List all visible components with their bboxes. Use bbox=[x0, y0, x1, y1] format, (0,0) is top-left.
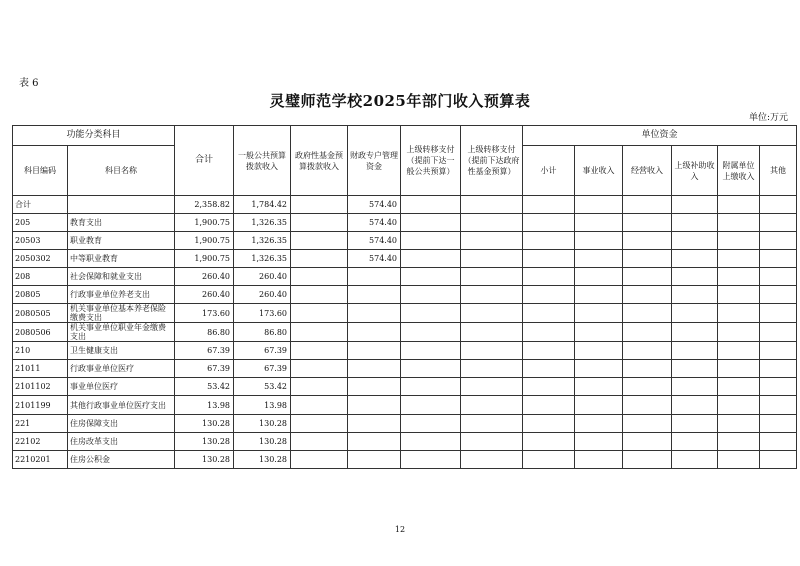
row-name: 教育支出 bbox=[68, 214, 175, 232]
row-business bbox=[575, 214, 623, 232]
table-row bbox=[13, 415, 797, 433]
row-upper-gov-fund bbox=[461, 415, 523, 433]
row-business bbox=[575, 342, 623, 360]
row-special-account bbox=[348, 451, 401, 469]
row-name: 机关事业单位职业年金缴费支出 bbox=[68, 323, 175, 342]
row-upper-general bbox=[401, 396, 461, 415]
row-special-account bbox=[348, 268, 401, 286]
row-total: 130.28 bbox=[175, 415, 234, 433]
row-general-budget: 1,326.35 bbox=[234, 250, 291, 268]
func-class-header: 功能分类科目 bbox=[13, 126, 175, 146]
row-upper-general bbox=[401, 451, 461, 469]
row-code: 21011 bbox=[13, 360, 68, 378]
row-code: 合计 bbox=[13, 196, 68, 214]
row-operating bbox=[623, 451, 672, 469]
code-header: 科目编码 bbox=[13, 146, 68, 196]
row-total: 1,900.75 bbox=[175, 232, 234, 250]
row-upper-subsidy bbox=[672, 323, 718, 342]
row-upper-general bbox=[401, 232, 461, 250]
row-affiliated bbox=[718, 378, 760, 396]
row-upper-subsidy bbox=[672, 451, 718, 469]
row-code: 2210201 bbox=[13, 451, 68, 469]
row-upper-gov-fund bbox=[461, 451, 523, 469]
row-gov-fund bbox=[291, 196, 348, 214]
row-upper-gov-fund bbox=[461, 396, 523, 415]
row-other bbox=[760, 415, 797, 433]
row-general-budget: 1,326.35 bbox=[234, 214, 291, 232]
row-subtotal bbox=[523, 250, 575, 268]
table-row bbox=[13, 451, 797, 469]
table-row bbox=[13, 214, 797, 232]
row-upper-general bbox=[401, 268, 461, 286]
row-special-account bbox=[348, 323, 401, 342]
row-name: 事业单位医疗 bbox=[68, 378, 175, 396]
row-name: 机关事业单位基本养老保险缴费支出 bbox=[68, 304, 175, 323]
row-operating bbox=[623, 250, 672, 268]
row-business bbox=[575, 451, 623, 469]
row-upper-general bbox=[401, 250, 461, 268]
row-other bbox=[760, 342, 797, 360]
row-business bbox=[575, 433, 623, 451]
row-general-budget: 1,784.42 bbox=[234, 196, 291, 214]
row-other bbox=[760, 250, 797, 268]
row-general-budget: 13.98 bbox=[234, 396, 291, 415]
row-gov-fund bbox=[291, 378, 348, 396]
row-general-budget: 260.40 bbox=[234, 268, 291, 286]
row-operating bbox=[623, 342, 672, 360]
upper-general-header: 上级转移支付（提前下达一般公共预算） bbox=[401, 126, 461, 196]
business-header: 事业收入 bbox=[575, 146, 623, 196]
row-special-account bbox=[348, 286, 401, 304]
row-name: 职业教育 bbox=[68, 232, 175, 250]
row-upper-gov-fund bbox=[461, 360, 523, 378]
row-operating bbox=[623, 286, 672, 304]
row-upper-gov-fund bbox=[461, 342, 523, 360]
row-general-budget: 130.28 bbox=[234, 415, 291, 433]
row-affiliated bbox=[718, 214, 760, 232]
row-special-account: 574.40 bbox=[348, 232, 401, 250]
row-business bbox=[575, 378, 623, 396]
revenue-budget-table bbox=[12, 125, 797, 469]
row-subtotal bbox=[523, 196, 575, 214]
row-upper-general bbox=[401, 360, 461, 378]
row-affiliated bbox=[718, 323, 760, 342]
row-name: 其他行政事业单位医疗支出 bbox=[68, 396, 175, 415]
upper-gov-fund-header: 上级转移支付（提前下达政府性基金预算） bbox=[461, 126, 523, 196]
row-affiliated bbox=[718, 360, 760, 378]
row-affiliated bbox=[718, 415, 760, 433]
total-header: 合计 bbox=[175, 126, 234, 196]
row-upper-gov-fund bbox=[461, 378, 523, 396]
row-name: 行政事业单位医疗 bbox=[68, 360, 175, 378]
row-upper-subsidy bbox=[672, 342, 718, 360]
row-upper-subsidy bbox=[672, 304, 718, 323]
row-upper-gov-fund bbox=[461, 304, 523, 323]
row-affiliated bbox=[718, 396, 760, 415]
row-special-account: 574.40 bbox=[348, 214, 401, 232]
row-operating bbox=[623, 396, 672, 415]
row-operating bbox=[623, 304, 672, 323]
row-upper-general bbox=[401, 286, 461, 304]
row-other bbox=[760, 433, 797, 451]
row-total: 1,900.75 bbox=[175, 214, 234, 232]
row-upper-subsidy bbox=[672, 250, 718, 268]
row-code: 205 bbox=[13, 214, 68, 232]
row-operating bbox=[623, 415, 672, 433]
name-header: 科目名称 bbox=[68, 146, 175, 196]
row-name: 住房保障支出 bbox=[68, 415, 175, 433]
row-operating bbox=[623, 214, 672, 232]
page-title: 灵璧师范学校2025年部门收入预算表 bbox=[269, 92, 531, 110]
row-gov-fund bbox=[291, 304, 348, 323]
row-general-budget: 53.42 bbox=[234, 378, 291, 396]
row-code: 2101199 bbox=[13, 396, 68, 415]
row-upper-gov-fund bbox=[461, 323, 523, 342]
row-code: 2050302 bbox=[13, 250, 68, 268]
row-total: 67.39 bbox=[175, 342, 234, 360]
row-business bbox=[575, 360, 623, 378]
table-row bbox=[13, 396, 797, 415]
row-code: 221 bbox=[13, 415, 68, 433]
row-general-budget: 173.60 bbox=[234, 304, 291, 323]
row-affiliated bbox=[718, 304, 760, 323]
row-upper-subsidy bbox=[672, 396, 718, 415]
row-total: 130.28 bbox=[175, 433, 234, 451]
row-operating bbox=[623, 433, 672, 451]
row-code: 20503 bbox=[13, 232, 68, 250]
row-affiliated bbox=[718, 286, 760, 304]
row-other bbox=[760, 286, 797, 304]
row-subtotal bbox=[523, 268, 575, 286]
row-upper-general bbox=[401, 196, 461, 214]
row-affiliated bbox=[718, 342, 760, 360]
row-operating bbox=[623, 196, 672, 214]
row-other bbox=[760, 378, 797, 396]
row-upper-general bbox=[401, 342, 461, 360]
row-total: 260.40 bbox=[175, 286, 234, 304]
table-row bbox=[13, 378, 797, 396]
row-general-budget: 260.40 bbox=[234, 286, 291, 304]
table-row bbox=[13, 250, 797, 268]
row-total: 67.39 bbox=[175, 360, 234, 378]
row-other bbox=[760, 196, 797, 214]
table-label: 表 6 bbox=[19, 78, 39, 89]
row-affiliated bbox=[718, 250, 760, 268]
row-code: 210 bbox=[13, 342, 68, 360]
row-gov-fund bbox=[291, 232, 348, 250]
row-name: 住房公积金 bbox=[68, 451, 175, 469]
row-gov-fund bbox=[291, 323, 348, 342]
row-gov-fund bbox=[291, 214, 348, 232]
row-upper-gov-fund bbox=[461, 250, 523, 268]
row-special-account: 574.40 bbox=[348, 250, 401, 268]
row-operating bbox=[623, 323, 672, 342]
row-upper-subsidy bbox=[672, 378, 718, 396]
row-special-account bbox=[348, 342, 401, 360]
row-upper-subsidy bbox=[672, 360, 718, 378]
unit-funds-header: 单位资金 bbox=[523, 126, 797, 146]
row-upper-gov-fund bbox=[461, 268, 523, 286]
row-general-budget: 67.39 bbox=[234, 342, 291, 360]
row-gov-fund bbox=[291, 268, 348, 286]
row-upper-gov-fund bbox=[461, 433, 523, 451]
row-general-budget: 130.28 bbox=[234, 433, 291, 451]
row-special-account bbox=[348, 415, 401, 433]
row-affiliated bbox=[718, 196, 760, 214]
row-upper-gov-fund bbox=[461, 196, 523, 214]
row-other bbox=[760, 214, 797, 232]
page-number: 12 bbox=[394, 525, 406, 534]
row-general-budget: 1,326.35 bbox=[234, 232, 291, 250]
row-operating bbox=[623, 268, 672, 286]
row-subtotal bbox=[523, 396, 575, 415]
row-gov-fund bbox=[291, 250, 348, 268]
row-business bbox=[575, 323, 623, 342]
row-gov-fund bbox=[291, 396, 348, 415]
row-subtotal bbox=[523, 342, 575, 360]
row-other bbox=[760, 360, 797, 378]
row-upper-gov-fund bbox=[461, 232, 523, 250]
row-upper-general bbox=[401, 415, 461, 433]
table-row bbox=[13, 268, 797, 286]
row-upper-general bbox=[401, 323, 461, 342]
row-code: 20805 bbox=[13, 286, 68, 304]
row-other bbox=[760, 304, 797, 323]
subtotal-header: 小计 bbox=[523, 146, 575, 196]
row-total: 173.60 bbox=[175, 304, 234, 323]
row-upper-subsidy bbox=[672, 232, 718, 250]
row-subtotal bbox=[523, 286, 575, 304]
row-operating bbox=[623, 360, 672, 378]
row-upper-subsidy bbox=[672, 286, 718, 304]
row-upper-general bbox=[401, 433, 461, 451]
row-subtotal bbox=[523, 323, 575, 342]
row-gov-fund bbox=[291, 433, 348, 451]
row-gov-fund bbox=[291, 342, 348, 360]
row-total: 86.80 bbox=[175, 323, 234, 342]
row-subtotal bbox=[523, 378, 575, 396]
row-other bbox=[760, 232, 797, 250]
row-gov-fund bbox=[291, 360, 348, 378]
row-business bbox=[575, 415, 623, 433]
row-subtotal bbox=[523, 415, 575, 433]
row-business bbox=[575, 304, 623, 323]
affiliated-header: 附属单位上缴收入 bbox=[718, 146, 760, 196]
table-row bbox=[13, 232, 797, 250]
row-special-account bbox=[348, 360, 401, 378]
row-code: 2080505 bbox=[13, 304, 68, 323]
row-name: 住房改革支出 bbox=[68, 433, 175, 451]
row-business bbox=[575, 286, 623, 304]
table-row bbox=[13, 304, 797, 323]
row-general-budget: 86.80 bbox=[234, 323, 291, 342]
row-general-budget: 130.28 bbox=[234, 451, 291, 469]
row-name: 行政事业单位养老支出 bbox=[68, 286, 175, 304]
row-code: 22102 bbox=[13, 433, 68, 451]
row-name: 中等职业教育 bbox=[68, 250, 175, 268]
row-subtotal bbox=[523, 304, 575, 323]
row-gov-fund bbox=[291, 415, 348, 433]
row-special-account bbox=[348, 433, 401, 451]
row-operating bbox=[623, 232, 672, 250]
table-row bbox=[13, 433, 797, 451]
row-business bbox=[575, 232, 623, 250]
row-special-account bbox=[348, 304, 401, 323]
row-affiliated bbox=[718, 268, 760, 286]
table-row bbox=[13, 323, 797, 342]
row-gov-fund bbox=[291, 451, 348, 469]
row-affiliated bbox=[718, 451, 760, 469]
row-total: 53.42 bbox=[175, 378, 234, 396]
row-total: 2,358.82 bbox=[175, 196, 234, 214]
row-total: 260.40 bbox=[175, 268, 234, 286]
table-row bbox=[13, 342, 797, 360]
row-subtotal bbox=[523, 232, 575, 250]
row-special-account bbox=[348, 396, 401, 415]
unit-label: 单位:万元 bbox=[748, 113, 788, 123]
row-other bbox=[760, 396, 797, 415]
row-other bbox=[760, 323, 797, 342]
row-upper-subsidy bbox=[672, 433, 718, 451]
row-subtotal bbox=[523, 451, 575, 469]
row-code: 208 bbox=[13, 268, 68, 286]
gov-fund-header: 政府性基金预算拨款收入 bbox=[291, 126, 348, 196]
row-special-account bbox=[348, 378, 401, 396]
row-upper-gov-fund bbox=[461, 286, 523, 304]
row-upper-subsidy bbox=[672, 415, 718, 433]
row-business bbox=[575, 396, 623, 415]
table-row bbox=[13, 360, 797, 378]
other-header: 其他 bbox=[760, 146, 797, 196]
row-code: 2101102 bbox=[13, 378, 68, 396]
row-upper-subsidy bbox=[672, 214, 718, 232]
row-name: 卫生健康支出 bbox=[68, 342, 175, 360]
row-upper-subsidy bbox=[672, 196, 718, 214]
row-upper-general bbox=[401, 214, 461, 232]
row-upper-subsidy bbox=[672, 268, 718, 286]
table-row bbox=[13, 196, 797, 214]
special-account-header: 财政专户管理资金 bbox=[348, 126, 401, 196]
upper-subsidy-header: 上级补助收入 bbox=[672, 146, 718, 196]
row-affiliated bbox=[718, 433, 760, 451]
row-subtotal bbox=[523, 214, 575, 232]
row-upper-general bbox=[401, 304, 461, 323]
row-business bbox=[575, 250, 623, 268]
row-other bbox=[760, 451, 797, 469]
row-name bbox=[68, 196, 175, 214]
table-row bbox=[13, 286, 797, 304]
row-upper-general bbox=[401, 378, 461, 396]
row-upper-gov-fund bbox=[461, 214, 523, 232]
row-affiliated bbox=[718, 232, 760, 250]
row-total: 1,900.75 bbox=[175, 250, 234, 268]
row-special-account: 574.40 bbox=[348, 196, 401, 214]
row-total: 130.28 bbox=[175, 451, 234, 469]
row-operating bbox=[623, 378, 672, 396]
row-total: 13.98 bbox=[175, 396, 234, 415]
general-budget-header: 一般公共预算拨款收入 bbox=[234, 126, 291, 196]
row-business bbox=[575, 196, 623, 214]
row-business bbox=[575, 268, 623, 286]
row-gov-fund bbox=[291, 286, 348, 304]
row-other bbox=[760, 268, 797, 286]
row-subtotal bbox=[523, 433, 575, 451]
operating-header: 经营收入 bbox=[623, 146, 672, 196]
row-code: 2080506 bbox=[13, 323, 68, 342]
row-name: 社会保障和就业支出 bbox=[68, 268, 175, 286]
row-general-budget: 67.39 bbox=[234, 360, 291, 378]
row-subtotal bbox=[523, 360, 575, 378]
